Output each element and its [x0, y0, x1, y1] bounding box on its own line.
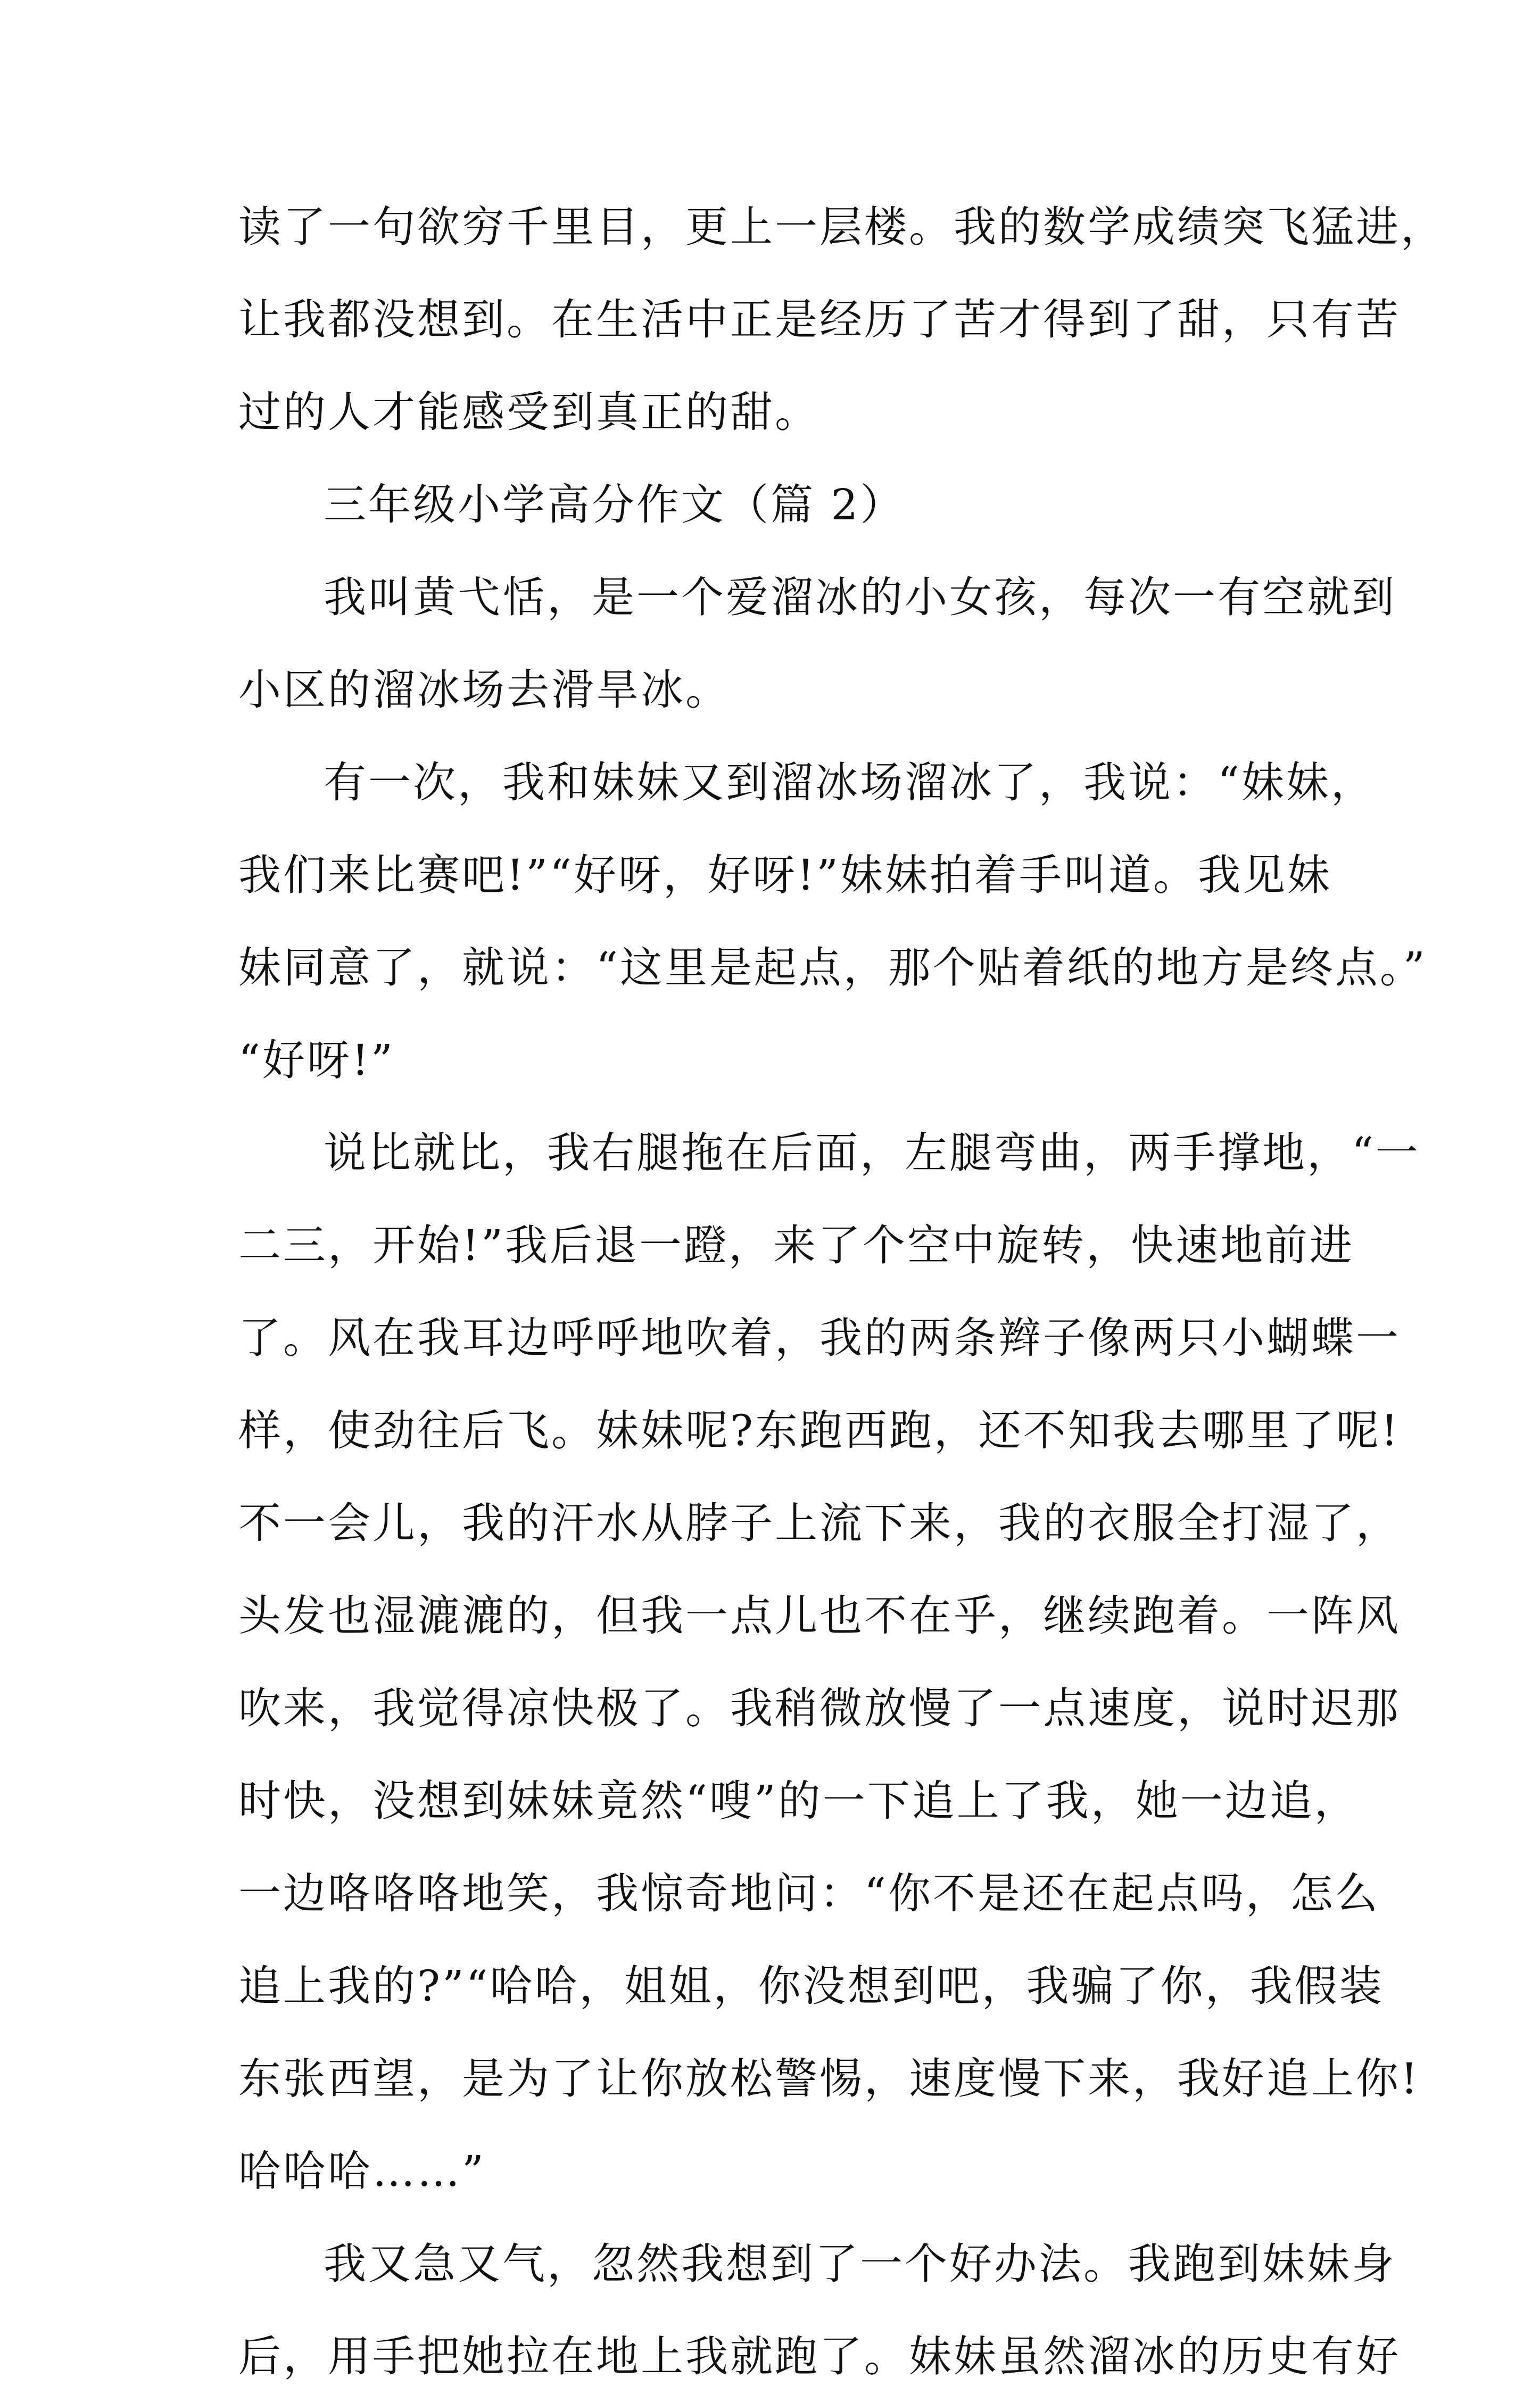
text-line: 追上我的?”“哈哈，姐姐，你没想到吧，我骗了你，我假装 [238, 1961, 1384, 2011]
text-line: 有一次，我和妹妹又到溜冰场溜冰了，我说：“妹妹， [324, 758, 1376, 807]
text-line: 我又急又气，忽然我想到了一个好办法。我跑到妹妹身 [324, 2239, 1396, 2289]
text-line: 不一会儿，我的汗水从脖子上流下来，我的衣服全打湿了， [238, 1498, 1401, 1548]
text-line: 哈哈哈……” [238, 2147, 486, 2196]
text-line: 吹来，我觉得凉快极了。我稍微放慢了一点速度，说时迟那 [238, 1684, 1401, 1733]
text-line: 后，用手把她拉在地上我就跑了。妹妹虽然溜冰的历史有好 [238, 2332, 1401, 2381]
text-line: 我叫黄弋恬，是一个爱溜冰的小女孩，每次一有空就到 [324, 573, 1396, 622]
text-line: 读了一句欲穷千里目，更上一层楼。我的数学成绩突飞猛进， [238, 202, 1445, 252]
section-heading: 三年级小学高分作文（篇 2） [324, 480, 905, 529]
text-line: 过的人才能感受到真正的甜。 [238, 387, 819, 437]
text-line: 二三，开始!”我后退一蹬，来了个空中旋转，快速地前进 [238, 1221, 1355, 1270]
text-line: 头发也湿漉漉的，但我一点儿也不在乎，继续跑着。一阵风 [238, 1591, 1401, 1640]
text-line: 让我都没想到。在生活中正是经历了苦才得到了甜，只有苦 [238, 295, 1401, 344]
text-line: 说比就比，我右腿拖在后面，左腿弯曲，两手撑地，“一 [324, 1128, 1420, 1178]
text-line: 了。风在我耳边呼呼地吹着，我的两条辫子像两只小蝴蝶一 [238, 1313, 1401, 1363]
document-body [238, 181, 1445, 2403]
text-line: “好呀!” [238, 1035, 395, 1085]
text-line: 妹同意了，就说：“这里是起点，那个贴着纸的地方是终点。” [238, 943, 1427, 992]
text-line: 时快，没想到妹妹竟然“嗖”的一下追上了我，她一边追， [238, 1776, 1359, 1826]
text-line: 小区的溜冰场去滑旱冰。 [238, 665, 730, 715]
text-line: 我们来比赛吧!”“好呀，好呀!”妹妹拍着手叫道。我见妹 [238, 850, 1332, 900]
text-line: 样，使劲往后飞。妹妹呢?东跑西跑，还不知我去哪里了呢! [238, 1406, 1401, 1455]
text-line: 东张西望，是为了让你放松警惕，速度慢下来，我好追上你! [238, 2054, 1420, 2103]
text-line: 一边咯咯咯地笑，我惊奇地问：“你不是还在起点吗，怎么 [238, 1869, 1380, 1918]
